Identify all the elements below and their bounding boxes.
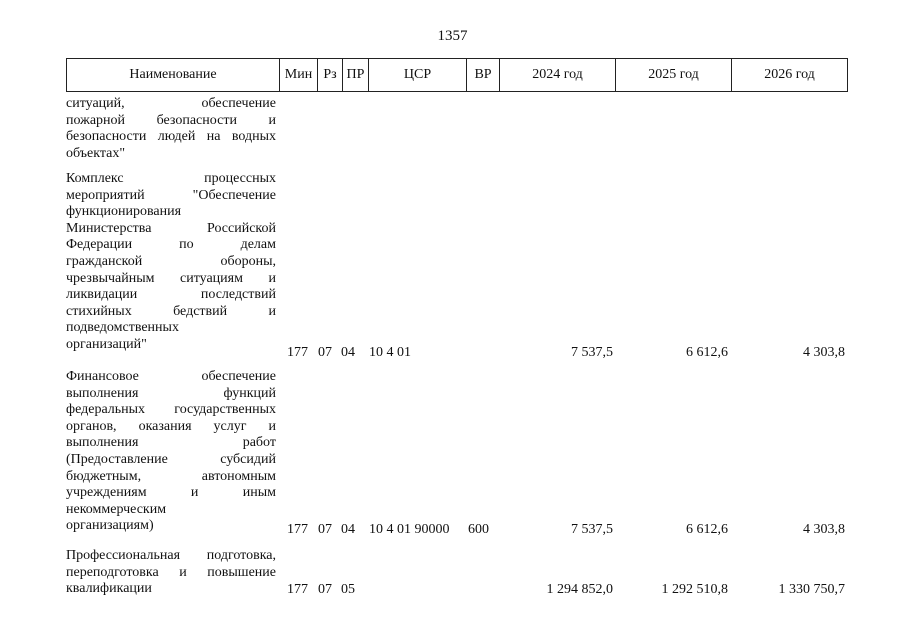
row-name — [66, 548, 276, 598]
cell-min: 177 — [287, 582, 308, 597]
header-2024: 2024 год — [500, 59, 616, 91]
name-line: подведомственных — [66, 320, 179, 336]
cell-vr: 600 — [468, 522, 489, 537]
name-line: органов, оказания услуг и — [66, 418, 276, 434]
name-line: безопасности людей на водных — [66, 129, 276, 145]
header-rz: Рз — [318, 59, 343, 91]
name-line: гражданской обороны, — [66, 253, 276, 269]
name-line: бюджетным, автономным — [66, 468, 276, 484]
name-line: учреждениям и иным — [66, 485, 276, 501]
name-line: Комплекс процессных — [66, 171, 276, 186]
page-number: 1357 — [437, 28, 468, 44]
cell-2025: 6 612,6 — [686, 522, 728, 537]
header-min: Мин — [280, 59, 318, 91]
name-line: выполнения работ — [66, 435, 276, 451]
name-line: Финансовое обеспечение — [66, 369, 276, 384]
cell-pr: 04 — [341, 345, 355, 360]
name-line: (Предоставление субсидий — [66, 451, 276, 467]
cell-rz: 07 — [318, 522, 332, 537]
name-line: функционирования — [66, 204, 182, 220]
header-2026: 2026 год — [764, 67, 815, 82]
cell-pr: 04 — [341, 522, 355, 537]
table-row — [0, 171, 905, 363]
table-row — [0, 369, 905, 544]
cell-pr: 05 — [341, 582, 355, 597]
cell-min: 177 — [287, 522, 308, 537]
cell-2025: 6 612,6 — [686, 345, 728, 360]
header-pr: ПР — [343, 59, 369, 91]
table-row — [0, 548, 905, 604]
name-line: некоммерческим — [66, 501, 167, 517]
header-2025: 2025 год — [616, 59, 732, 91]
cell-2024: 7 537,5 — [571, 345, 613, 360]
cell-rz: 07 — [318, 582, 332, 597]
row-name — [66, 96, 276, 162]
cell-2026: 4 303,8 — [803, 345, 845, 360]
name-line: стихийных бедствий и — [66, 303, 276, 319]
name-line: переподготовка и повышение — [66, 564, 276, 580]
name-line: ситуаций, обеспечение — [66, 96, 276, 111]
name-line: Министерства Российской — [66, 220, 276, 236]
cell-min: 177 — [287, 345, 308, 360]
name-line: выполнения функций — [66, 385, 276, 401]
row-name — [66, 171, 276, 354]
name-line: ликвидации последствий — [66, 287, 276, 303]
header-name: Наименование — [67, 59, 280, 91]
cell-csr: 10 4 01 — [369, 345, 411, 360]
header-csr: ЦСР — [369, 59, 467, 91]
name-line: пожарной безопасности и — [66, 112, 276, 128]
cell-2024: 1 294 852,0 — [546, 582, 613, 597]
name-line: объектах" — [66, 145, 126, 161]
name-line: Профессиональная подготовка, — [66, 548, 276, 563]
cell-2024: 7 537,5 — [571, 522, 613, 537]
table-row — [0, 96, 905, 166]
name-line: организаций" — [66, 336, 147, 352]
cell-rz: 07 — [318, 345, 332, 360]
name-line: Федерации по делам — [66, 237, 276, 253]
name-line: квалификации — [66, 581, 152, 597]
cell-2026: 4 303,8 — [803, 522, 845, 537]
header-vr: ВР — [467, 59, 500, 91]
row-name — [66, 369, 276, 535]
cell-csr: 10 4 01 90000 — [369, 522, 450, 537]
table-header — [66, 58, 848, 92]
name-line: мероприятий "Обеспечение — [66, 187, 276, 203]
name-line: федеральных государственных — [66, 402, 276, 418]
name-line: организациям) — [66, 518, 154, 534]
cell-2026: 1 330 750,7 — [778, 582, 845, 597]
name-line: чрезвычайным ситуациям и — [66, 270, 276, 286]
cell-2025: 1 292 510,8 — [661, 582, 728, 597]
